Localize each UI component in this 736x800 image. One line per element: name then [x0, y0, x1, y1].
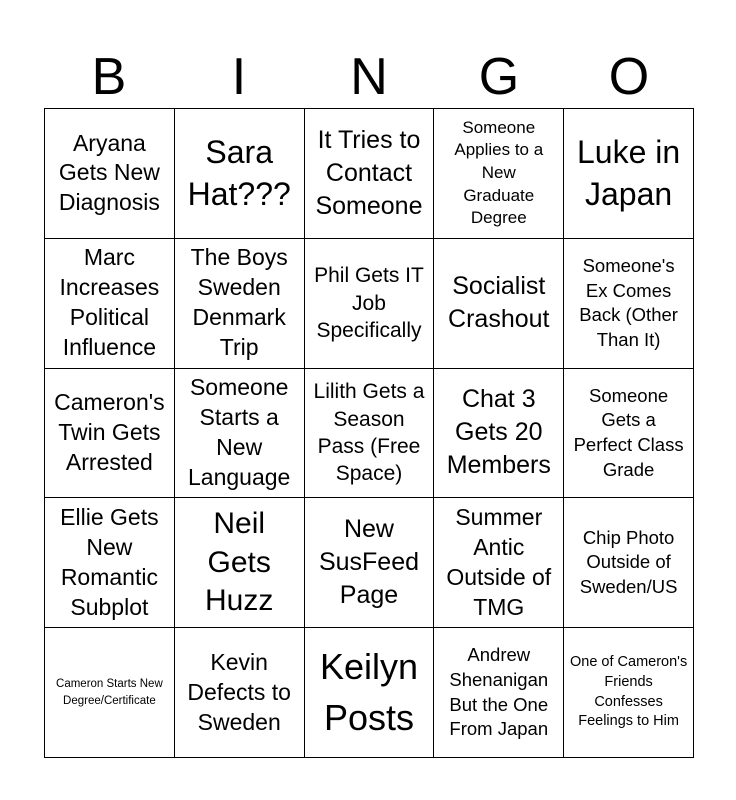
bingo-cell — [175, 109, 305, 239]
cell-text: Luke in Japan — [577, 133, 681, 213]
cell-text: Andrew Shenanigan But the One From Japan — [449, 644, 549, 740]
bingo-cell — [564, 109, 694, 239]
cell-text: Someone Starts a New Language — [188, 374, 291, 490]
cell-text: Someone Gets a Perfect Class Grade — [573, 384, 684, 480]
bingo-cell — [175, 369, 305, 499]
bingo-cell — [564, 628, 694, 758]
cell-text: Someone's Ex Comes Back (Other Than It) — [579, 255, 678, 350]
bingo-cell — [45, 628, 175, 758]
cell-text: Keilyn Posts — [319, 646, 419, 738]
header-letter-b: B — [91, 48, 127, 106]
cell-text: Someone Applies to a New Graduate Degree — [454, 117, 544, 228]
cell-text: Cameron's Twin Gets Arrested — [54, 389, 165, 475]
bingo-cell — [305, 628, 435, 758]
bingo-cell — [45, 498, 175, 628]
bingo-cell — [564, 239, 694, 369]
cell-text: New SusFeed Page — [318, 515, 420, 610]
bingo-cell — [564, 369, 694, 499]
cell-text: Neil Gets Huzz — [205, 507, 274, 617]
bingo-cell — [305, 109, 435, 239]
bingo-cell — [434, 369, 564, 499]
bingo-cell — [434, 109, 564, 239]
bingo-cell — [305, 369, 435, 499]
cell-text: Lilith Gets a Season Pass (Free Space) — [313, 380, 425, 486]
cell-text: Ellie Gets New Romantic Subplot — [60, 504, 159, 620]
header-letter-n: N — [350, 48, 388, 106]
cell-text: Chat 3 Gets 20 Members — [446, 385, 551, 480]
header-letter-g: G — [478, 48, 520, 106]
cell-text: Summer Antic Outside of TMG — [446, 504, 552, 620]
bingo-cell — [175, 239, 305, 369]
cell-text: Kevin Defects to Sweden — [187, 648, 291, 735]
bingo-cell — [175, 498, 305, 628]
cell-text: Socialist Crashout — [448, 272, 550, 334]
bingo-cell — [305, 239, 435, 369]
cell-text: One of Cameron's Friends Confesses Feelings to Him — [569, 654, 688, 730]
bingo-cell — [45, 239, 175, 369]
cell-text: It Tries to Contact Someone — [315, 125, 423, 220]
header-letter-i: I — [231, 48, 247, 106]
header-letter-o: O — [608, 48, 650, 106]
bingo-cell — [434, 239, 564, 369]
cell-text: Marc Increases Political Influence — [59, 244, 160, 361]
bingo-cell — [45, 109, 175, 239]
bingo-cell — [434, 498, 564, 628]
cell-text: Aryana Gets New Diagnosis — [58, 129, 160, 216]
bingo-cell — [45, 369, 175, 499]
bingo-cell — [305, 498, 435, 628]
bingo-card-grid — [44, 108, 694, 758]
cell-text: Cameron Starts New Degree/Certificate — [56, 677, 163, 707]
bingo-cell — [175, 628, 305, 758]
bingo-cell — [434, 628, 564, 758]
cell-text: Chip Photo Outside of Sweden/US — [579, 526, 678, 598]
cell-text: Sara Hat??? — [187, 133, 291, 213]
cell-text: Phil Gets IT Job Specifically — [314, 264, 424, 342]
bingo-header — [44, 42, 694, 112]
bingo-cell — [564, 498, 694, 628]
cell-text: The Boys Sweden Denmark Trip — [190, 244, 288, 361]
